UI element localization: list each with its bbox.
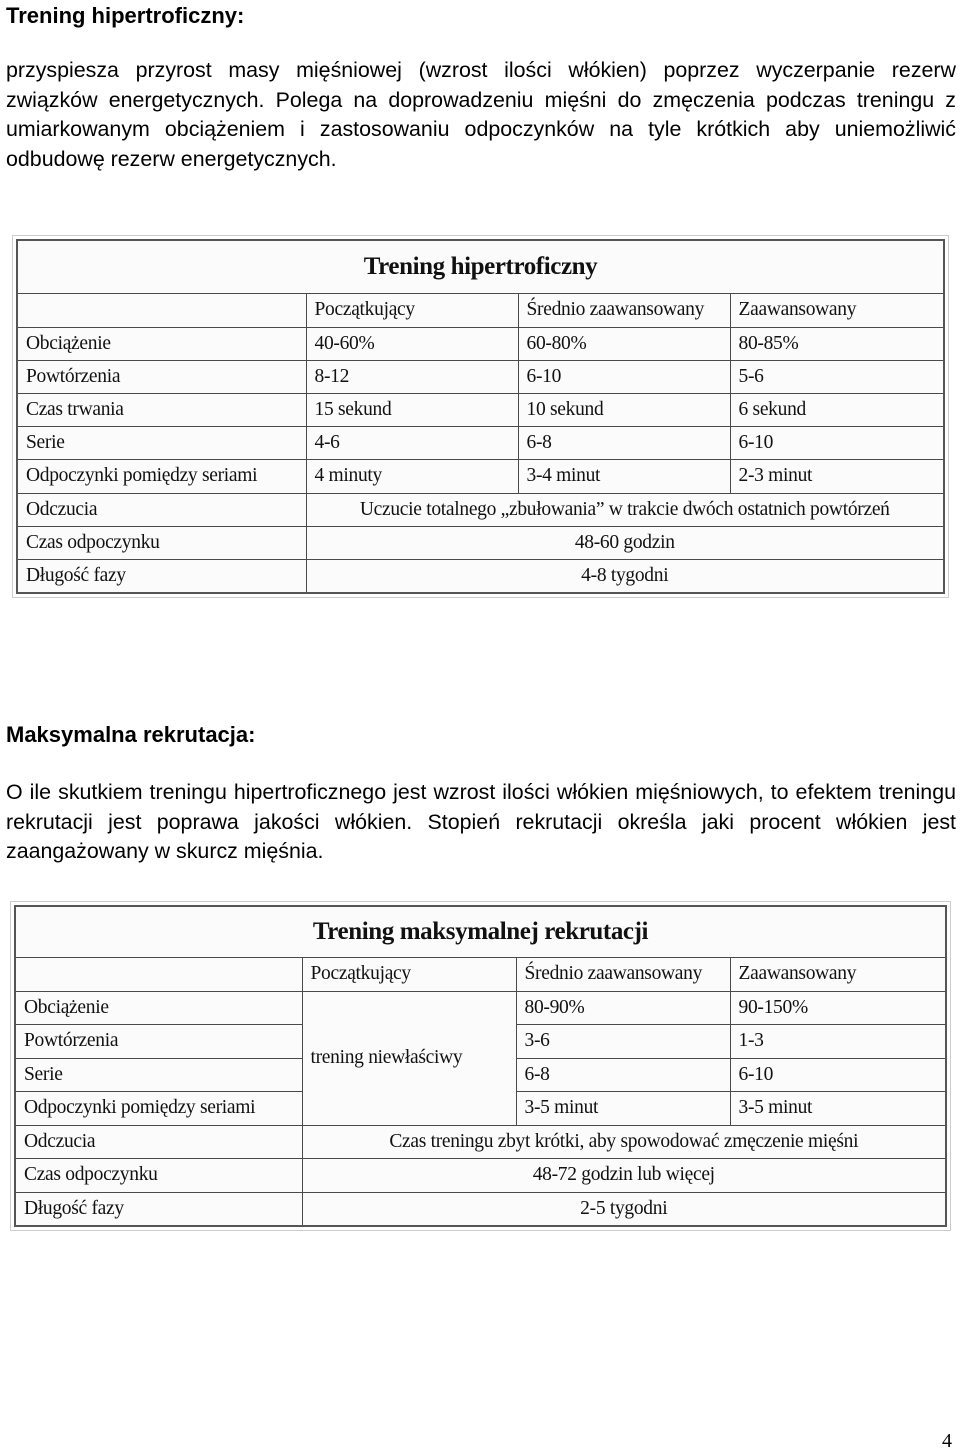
- table-cell: 40-60%: [306, 327, 518, 360]
- table-cell: 80-90%: [516, 991, 730, 1025]
- column-header: Zaawansowany: [730, 293, 943, 327]
- table-cell: 2-3 minut: [730, 460, 943, 493]
- row-label: Długość fazy: [18, 559, 306, 592]
- table-cell: 60-80%: [518, 327, 730, 360]
- column-header: Średnio zaawansowany: [518, 293, 730, 327]
- table-cell: 15 sekund: [306, 393, 518, 426]
- row-label: Obciążenie: [18, 327, 306, 360]
- merged-cell: trening niewłaściwy: [302, 991, 516, 1125]
- section-paragraph-recruitment: O ile skutkiem treningu hipertroficznego jest wzrost ilości włókien mięśniowych, to efektem treningu rekrutacji jest poprawa jakości włókien. Stopień rekrutacji określa jaki procent włókien jest zaangażowany w skurcz mięśnia.: [6, 780, 956, 863]
- row-label: Długość fazy: [16, 1192, 302, 1225]
- merged-cell: 4-8 tygodni: [306, 559, 943, 592]
- table-title: Trening maksymalnej rekrutacji: [16, 907, 945, 957]
- table-row: [18, 559, 943, 592]
- row-label: Serie: [18, 427, 306, 460]
- section-heading-recruitment: Maksymalna rekrutacja:: [6, 722, 256, 747]
- table-corner: [16, 957, 302, 991]
- table-row: [18, 460, 943, 493]
- table-cell: 6-10: [730, 427, 943, 460]
- merged-cell: 48-60 godzin: [306, 526, 943, 559]
- table-title: Trening hipertroficzny: [18, 241, 943, 293]
- row-label: Serie: [16, 1058, 302, 1092]
- table-row: [18, 393, 943, 426]
- row-label: Powtórzenia: [16, 1025, 302, 1059]
- table-row: [16, 991, 945, 1025]
- table-cell: 4 minuty: [306, 460, 518, 493]
- table-cell: 1-3: [730, 1025, 945, 1059]
- row-label: Obciążenie: [16, 991, 302, 1025]
- row-label: Odczucia: [16, 1125, 302, 1159]
- column-header: Średnio zaawansowany: [516, 957, 730, 991]
- section-paragraph-hypertrophy: przyspiesza przyrost masy mięśniowej (wzrost ilości włókien) poprzez wyczerpanie rezerw związków energetycznych. Polega na doprowadzeniu mięśni do zmęczenia podczas treningu z umiarkowanym obciążeniem i zastosowaniu odpoczynków na tyle krótkich aby uniemożliwić odbudowę rezerw energetycznych.: [6, 58, 956, 171]
- table-cell: 90-150%: [730, 991, 945, 1025]
- table-cell: 3-5 minut: [516, 1092, 730, 1126]
- column-header: Początkujący: [302, 957, 516, 991]
- row-label: Odpoczynki pomiędzy seriami: [16, 1092, 302, 1126]
- column-header: Początkujący: [306, 293, 518, 327]
- table-row: [18, 493, 943, 526]
- hypertrophy-table: [16, 239, 945, 594]
- column-header: Zaawansowany: [730, 957, 945, 991]
- recruitment-table: [14, 905, 947, 1227]
- merged-cell: Uczucie totalnego „zbułowania” w trakcie dwóch ostatnich powtórzeń: [306, 493, 943, 526]
- table-cell: 6-8: [516, 1058, 730, 1092]
- table-cell: 6-8: [518, 427, 730, 460]
- row-label: Czas trwania: [18, 393, 306, 426]
- page-number: 4: [942, 1430, 952, 1452]
- table-cell: 6-10: [730, 1058, 945, 1092]
- table-corner: [18, 293, 306, 327]
- table-cell: 3-4 minut: [518, 460, 730, 493]
- table-cell: 80-85%: [730, 327, 943, 360]
- row-label: Czas odpoczynku: [16, 1159, 302, 1193]
- row-label: Powtórzenia: [18, 360, 306, 393]
- section-heading-hypertrophy: Trening hipertroficzny:: [6, 3, 245, 28]
- table-cell: 8-12: [306, 360, 518, 393]
- table-cell: 4-6: [306, 427, 518, 460]
- table-cell: 6-10: [518, 360, 730, 393]
- table-cell: 3-6: [516, 1025, 730, 1059]
- table-cell: 3-5 minut: [730, 1092, 945, 1126]
- merged-cell: 2-5 tygodni: [302, 1192, 945, 1225]
- table-row: [18, 360, 943, 393]
- table-cell: 5-6: [730, 360, 943, 393]
- row-label: Odpoczynki pomiędzy seriami: [18, 460, 306, 493]
- row-label: Czas odpoczynku: [18, 526, 306, 559]
- table-row: [18, 327, 943, 360]
- table-row: [18, 526, 943, 559]
- table-cell: 6 sekund: [730, 393, 943, 426]
- table-row: [18, 427, 943, 460]
- table-row: [16, 1192, 945, 1225]
- table-row: [16, 1125, 945, 1159]
- table-row: [16, 1159, 945, 1193]
- row-label: Odczucia: [18, 493, 306, 526]
- merged-cell: 48-72 godzin lub więcej: [302, 1159, 945, 1193]
- merged-cell: Czas treningu zbyt krótki, aby spowodować zmęczenie mięśni: [302, 1125, 945, 1159]
- table-cell: 10 sekund: [518, 393, 730, 426]
